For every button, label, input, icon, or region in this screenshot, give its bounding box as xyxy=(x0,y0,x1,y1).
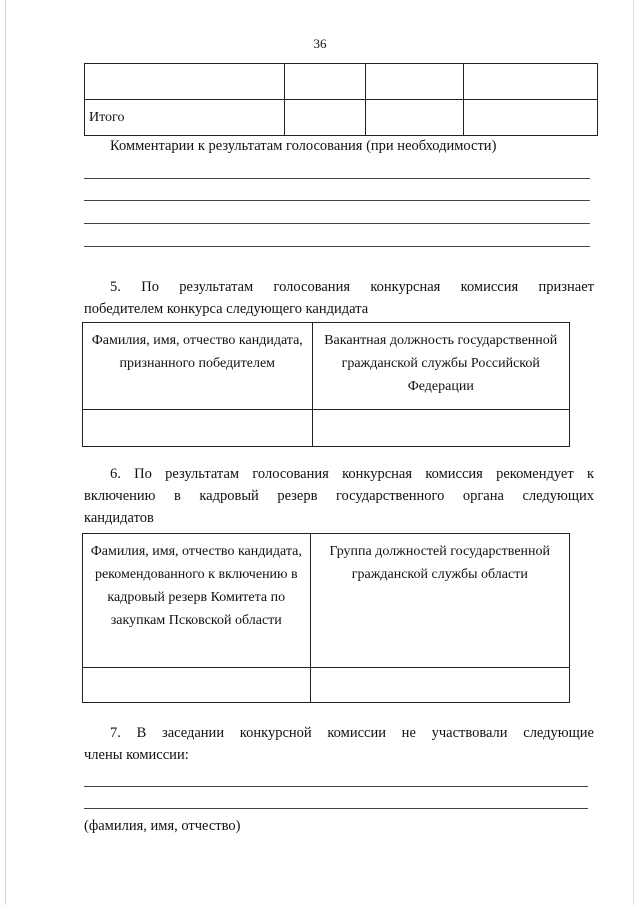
table-row-total xyxy=(85,100,598,136)
section-5-text xyxy=(84,276,594,320)
section-6-text xyxy=(84,463,594,529)
section-7-line: члены комиссии: xyxy=(84,747,189,763)
total-label: Итого xyxy=(85,100,285,136)
table-cell xyxy=(85,64,285,100)
winner-table xyxy=(82,322,570,447)
section-5-line: победителем конкурса следующего кандидата xyxy=(84,301,369,317)
table-cell xyxy=(366,100,464,136)
comment-line xyxy=(84,223,590,224)
table-cell xyxy=(284,64,366,100)
position-group-header: Группа должностей государственной гражданской службы области xyxy=(310,534,569,668)
table-cell xyxy=(464,64,598,100)
table-header-row xyxy=(83,323,570,410)
voting-results-table xyxy=(84,63,598,136)
table-cell xyxy=(312,410,570,447)
candidate-name-header: Фамилия, имя, отчество кандидата, рекомендованного к включению в кадровый резерв Комитета по закупкам Псковской области xyxy=(83,534,311,668)
table-cell xyxy=(83,668,311,703)
scan-edge-left xyxy=(5,0,6,905)
vacant-position-header: Вакантная должность государственной гражданской службы Российской Федерации xyxy=(312,323,570,410)
page-number: 36 xyxy=(313,36,327,51)
comments-title: Комментарии к результатам голосования (при необходимости) xyxy=(110,138,497,154)
absent-members-line xyxy=(84,808,588,809)
table-cell xyxy=(284,100,366,136)
absent-members-line xyxy=(84,786,588,787)
section-6-line: кандидатов xyxy=(84,510,154,526)
winner-name-header: Фамилия, имя, отчество кандидата, признанного победителем xyxy=(83,323,313,410)
section-6-line: 6. По результатам голосования конкурсная комиссия рекомендует к xyxy=(110,466,594,482)
scan-edge-right xyxy=(633,0,634,905)
table-cell xyxy=(310,668,569,703)
table-row xyxy=(83,668,570,703)
table-row xyxy=(83,410,570,447)
comment-line xyxy=(84,178,590,179)
reserve-table xyxy=(82,533,570,703)
section-6-line: включению в кадровый резерв государственного органа следующих xyxy=(84,488,594,504)
table-cell xyxy=(464,100,598,136)
table-row xyxy=(85,64,598,100)
table-header-row xyxy=(83,534,570,668)
section-5-line: 5. По результатам голосования конкурсная комиссия признает xyxy=(110,279,594,295)
table-cell xyxy=(83,410,313,447)
name-caption: (фамилия, имя, отчество) xyxy=(84,818,241,834)
table-cell xyxy=(366,64,464,100)
section-7-text xyxy=(84,722,594,766)
comment-line xyxy=(84,246,590,247)
section-7-line: 7. В заседании конкурсной комиссии не участвовали следующие xyxy=(110,725,594,741)
comment-line xyxy=(84,200,590,201)
